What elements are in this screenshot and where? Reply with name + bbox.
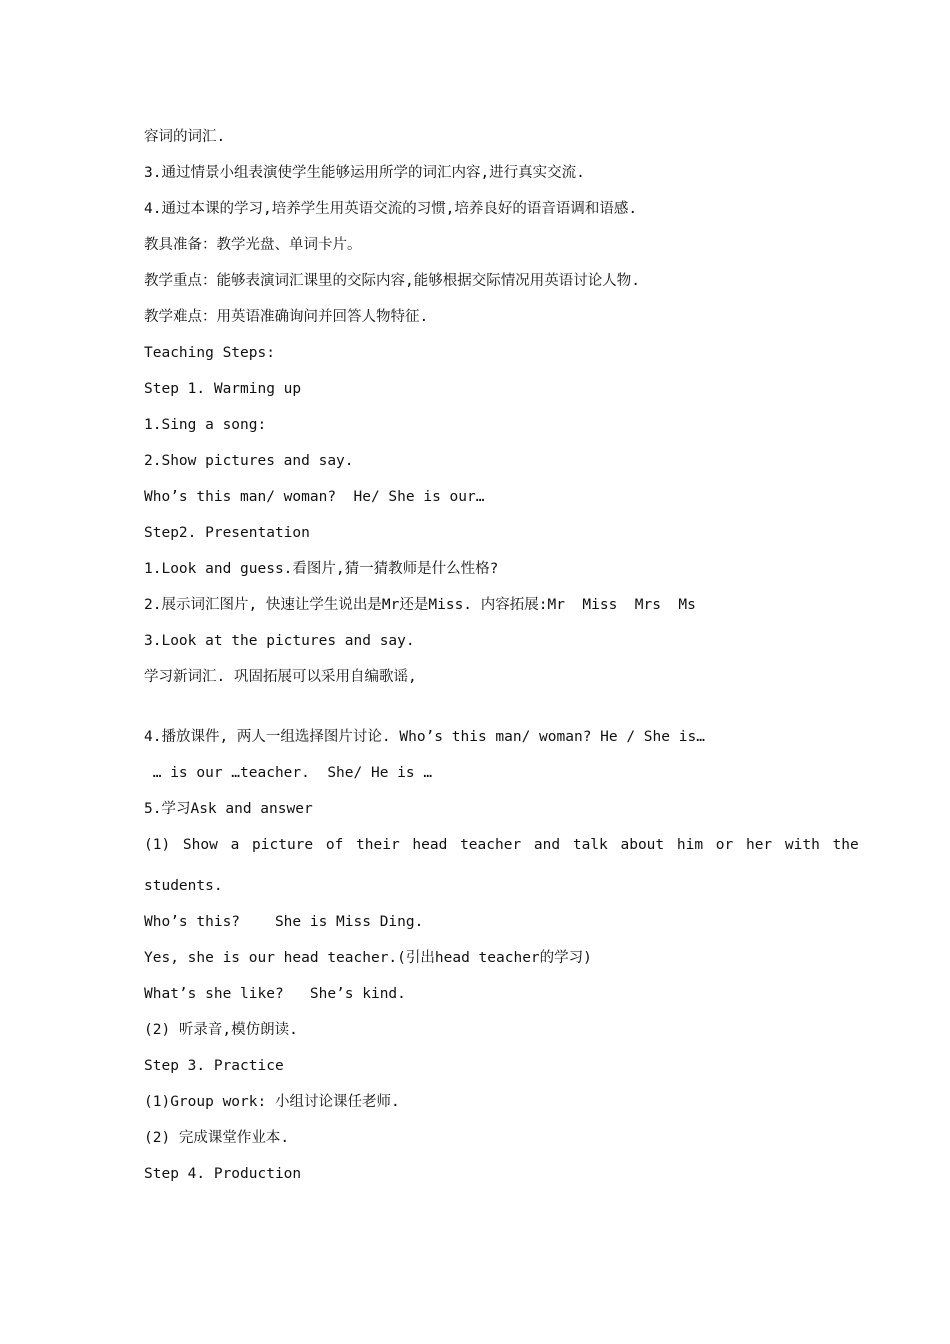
text-line: 2.展示词汇图片, 快速让学生说出是Mr还是Miss. 内容拓展:Mr Miss Mrs Ms — [144, 597, 696, 613]
text-line: (2) 听录音,模仿朗读. — [144, 1022, 298, 1038]
text-line: Who’s this? She is Miss Ding. — [144, 914, 424, 930]
text-line: 容词的词汇. — [144, 129, 226, 145]
text-line: Who’s this man/ woman? He/ She is our… — [144, 489, 485, 505]
text-line: 4.通过本课的学习,培养学生用英语交流的习惯,培养良好的语音语调和语感. — [144, 201, 638, 217]
text-line: 教具准备：教学光盘、单词卡片。 — [144, 237, 362, 253]
section-heading: Teaching Steps: — [144, 345, 275, 361]
text-line: 3.Look at the pictures and say. — [144, 633, 415, 649]
text-line: (2) 完成课堂作业本. — [144, 1130, 290, 1146]
text-line: 4.播放课件, 两人一组选择图片讨论. Who’s this man/ woman? He / She is… — [144, 729, 705, 745]
text-line: (1) Show a picture of their head teacher and talk about him or her with the — [144, 837, 859, 853]
text-line: 3.通过情景小组表演使学生能够运用所学的词汇内容,进行真实交流. — [144, 165, 585, 181]
step-heading: Step 3. Practice — [144, 1058, 284, 1074]
text-line: 2.Show pictures and say. — [144, 453, 354, 469]
text-line: 1.Sing a song: — [144, 417, 267, 433]
step-heading: Step2. Presentation — [144, 525, 310, 541]
text-line: 教学难点：用英语准确询问并回答人物特征. — [144, 309, 429, 325]
text-line: 1.Look and guess.看图片,猜一猜教师是什么性格? — [144, 561, 499, 577]
text-line: Yes, she is our head teacher.(引出head teacher的学习) — [144, 950, 592, 966]
text-line: (1)Group work: 小组讨论课任老师. — [144, 1094, 400, 1110]
step-heading: Step 4. Production — [144, 1166, 302, 1182]
text-line: 5.学习Ask and answer — [144, 801, 313, 817]
step-heading: Step 1. Warming up — [144, 381, 302, 397]
text-line: 学习新词汇. 巩固拓展可以采用自编歌谣, — [144, 669, 417, 685]
text-line: students. — [144, 878, 223, 894]
text-line: … is our …teacher. She/ He is … — [144, 765, 433, 781]
text-line: 教学重点：能够表演词汇课里的交际内容,能够根据交际情况用英语讨论人物. — [144, 273, 640, 289]
text-line: What’s she like? She’s kind. — [144, 986, 406, 1002]
